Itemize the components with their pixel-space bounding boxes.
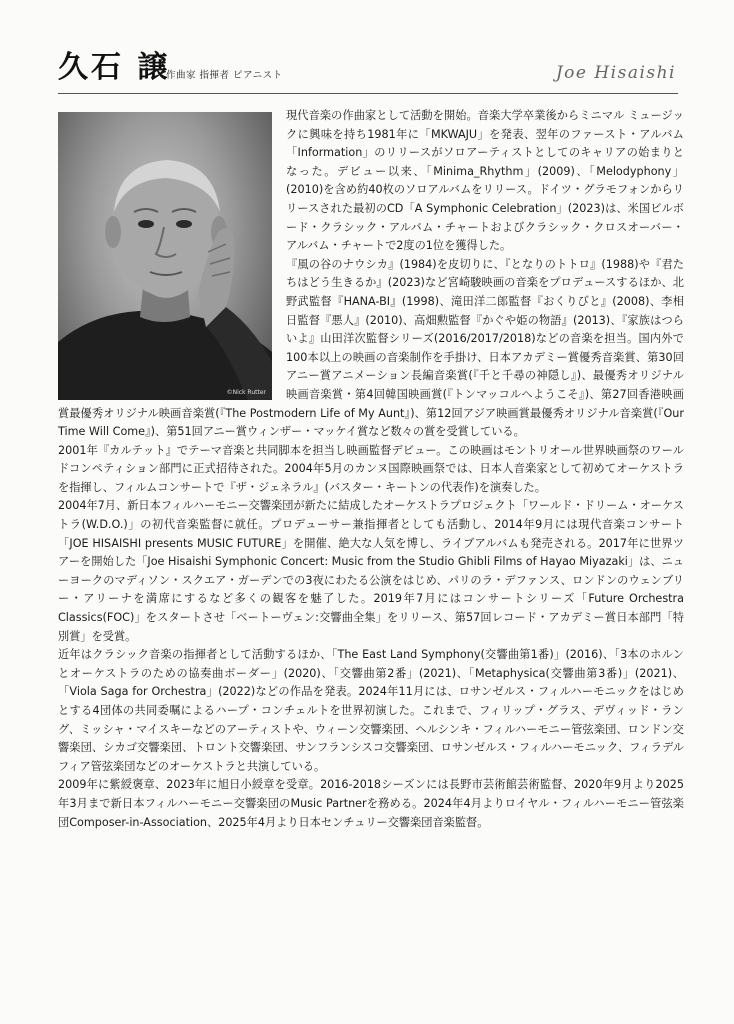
photo-credit: ©Nick Rutter: [226, 389, 266, 396]
biography-text: [58, 107, 684, 832]
header-rule: [58, 93, 678, 94]
artist-roles: 作曲家 指揮者 ピアニスト: [166, 70, 283, 81]
artist-name: 久石 譲: [58, 50, 171, 85]
bio-paragraph: 2004年7月、新日本フィルハーモニー交響楽団が新たに結成したオーケストラプロジェクト「ワールド・ドリーム・オーケストラ(W.D.O.)」の初代音楽監督に就任。プロデューサー兼指揮者としても活動し、2014年9月には現代音楽コンサート「JOE HISAISHI presents MUSIC FUTURE」を開催、絶大な人気を博し、ライブアルバムも発売される。2017年に世界ツアーを開始した「Joe Hisaishi Symphonic Concert: Music from the Studio Ghibli Films of Hayao Miyazaki」は、ニューヨークのマディソン・スクエア・ガーデンでの3夜にわたる公演をはじめ、パリのラ・デファンス、ロンドンのウェンブリー・アリーナを満席にするなど多くの観客を魅了した。2019年7月にはコンサートシリーズ「Future Orchestra Classics(FOC)」をスタートさせ「ベートーヴェン:交響曲全集」をリリース、第57回レコード・アカデミー賞日本部門「特別賞」を受賞。: [58, 499, 684, 643]
bio-paragraph: 現代音楽の作曲家として活動を開始。音楽大学卒業後からミニマル ミュージックに興味を持ち1981年に「MKWAJU」を発表、翌年のファースト・アルバム「Information」のリリースがソロアーティストとしてのキャリアの始まりとなった。デビュー以来、「Minima_Rhythm」(2009)、「Melodyphony」(2010)を含め約40枚のソロアルバムをリリース。ドイツ・グラモフォンからリリースされた最初のCD「A Symphonic Celebration」(2023)は、米国ビルボード・クラシック・アルバム・チャートおよびクラシック・クロスオーバー・アルバム・チャートで2度の1位を獲得した。: [286, 109, 684, 253]
bio-paragraph: 2009年に紫綬褒章、2023年に旭日小綬章を受章。2016-2018シーズンには長野市芸術館芸術監督、2020年9月より2025年3月まで新日本フィルハーモニー交響楽団のMusic Partnerを務める。2024年4月よりロイヤル・フィルハーモニー管弦楽団Composer-in-Association、2025年4月より日本センチュリー交響楽団音楽監督。: [58, 778, 684, 829]
bio-paragraph: 2001年『カルテット』でテーマ音楽と共同脚本を担当し映画監督デビュー。この映画はモントリオール世界映画祭のワールドコンペティション部門に正式招待された。2004年5月のカンヌ国際映画祭では、日本人音楽家として初めてオーケストラを指揮し、フィルムコンサートで『ザ・ジェネラル』(バスター・キートンの代表作)を演奏した。: [58, 443, 684, 494]
bio-paragraph: 『風の谷のナウシカ』(1984)を皮切りに、『となりのトトロ』(1988)や『君たちはどう生きるか』(2023)など宮崎駿映画の音楽をプロデュースするほか、北野武監督『HANA-BI』(1998)、滝田洋二郎監督『おくりびと』(2008)、李相日監督『悪人』(2010)、高畑勲監督『かぐや姫の物語』(2013)、『家族はつらいよ』山田洋次監督シリーズ(2016/2017/2018)などの音楽を担当。国内外で100本以上の映画の音楽制作を手掛け、日本アカデミー賞優秀音楽賞、第30回アニー賞アニメーション長編音楽賞(『千と千尋の神隠し』)、最優秀オリジナル映画音楽賞・第4回韓国映画賞(『トンマッコルへようこそ』)、第27回香港映画賞最優秀オリジナル映画音楽賞(『The Postmodern Life of My Aunt』)、第12回アジア映画賞最優秀オリジナル音楽賞(『Our Time Will Come』)、第51回アニー賞ウィンザー・マッケイ賞など数々の賞を受賞している。: [58, 257, 684, 439]
artist-name-romaji: Joe Hisaishi: [555, 63, 676, 83]
bio-paragraph: 近年はクラシック音楽の指揮者として活動するほか、「The East Land Symphony(交響曲第1番)」(2016)、「3本のホルンとオーケストラのための協奏曲ボーダー」(2020)、「交響曲第2番」(2021)、「Metaphysica(交響曲第3番)」(2021)、「Viola Saga for Orchestra」(2022)などの作品を発表。2024年11月には、ロサンゼルス・フィルハーモニックをはじめとする4団体の共同委嘱によるハープ・コンチェルトを世界初演した。これまで、フィリップ・グラス、デヴィッド・ラング、ミッシャ・マイスキーなどのアーティストや、ウィーン交響楽団、ヘルシンキ・フィルハーモニー管弦楽団、ロンドン交響楽団、シカゴ交響楽団、トロント交響楽団、サンフランシスコ交響楽団、ロサンゼルス・フィルハーモニック、フィラデルフィア管弦楽団などのオーケストラと共演している。: [58, 648, 684, 773]
photo-spacer: [58, 107, 272, 401]
